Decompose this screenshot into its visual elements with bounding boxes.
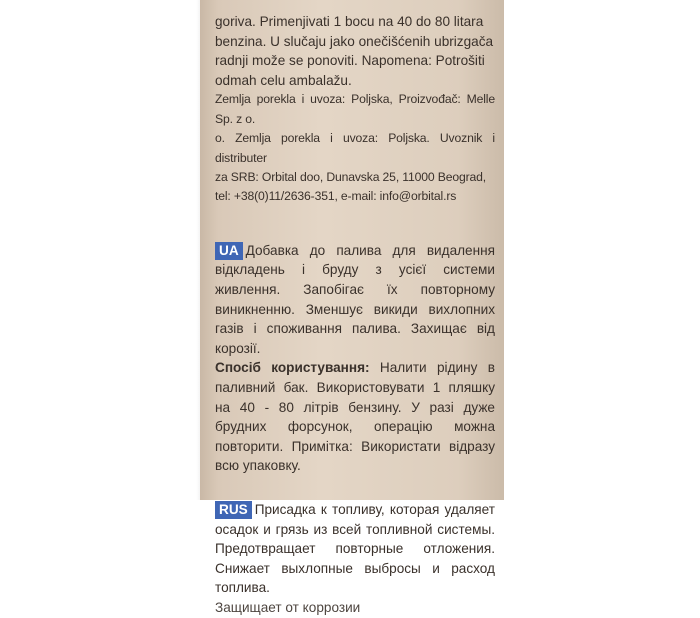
serbian-line: odmah celu ambalažu.	[215, 72, 352, 88]
origin-line: za SRB: Orbital doo, Dunavska 25, 11000 Beograd,	[215, 170, 487, 184]
usage-label: Спосіб користування:	[215, 360, 370, 376]
origin-line: Zemlja porekla i uvoza: Poljska, Proizvođač: Melle Sp. z o.	[215, 92, 495, 126]
section-gap	[215, 476, 495, 500]
origin-line: tel: +38(0)11/2636-351, e-mail: info@orbital.rs	[215, 189, 457, 204]
origin-line: o. Zemlja porekla i uvoza: Poljska. Uvoznik i distributer	[215, 131, 495, 165]
serbian-section	[215, 12, 495, 207]
serbian-line: benzina. U slučaju jako onečišćenih ubrizgača	[215, 33, 494, 49]
serbian-line: radnji može se ponoviti. Napomena: Potrošiti	[215, 53, 485, 69]
label-text-column	[215, 12, 495, 618]
ukrainian-intro: Добавка до палива для видалення відкладень і бруду з усієї системи живлення. Запобігає їх повторному виникненню. Зменшує викиди вихлопних газів і споживання палива. Захищає від корозії.	[215, 242, 495, 356]
ukrainian-section	[215, 241, 495, 476]
ukrainian-usage: Налити рідину в паливний бак. Використовувати 1 пляшку на 40 - 80 літрів бензину. У разі дуже брудних форсунок, операцію можна повторити. Примітка: Використати відразу всю упаковку.	[215, 360, 495, 474]
section-gap	[215, 207, 495, 241]
russian-section	[215, 500, 495, 618]
russian-cut-line: Защищает от коррозии	[215, 599, 361, 615]
lang-tag-rus: RUS	[215, 501, 252, 519]
lang-tag-ua: UA	[215, 242, 243, 260]
russian-intro: Присадка к топливу, которая удаляет осадок и грязь из всей топливной системы. Предотвращает повторные отложения. Снижает выхлопные выбросы и расход топлива.	[215, 501, 495, 596]
serbian-line: goriva. Primenjivati 1 bocu na 40 do 80 litara	[215, 14, 484, 29]
origin-info	[215, 90, 495, 206]
